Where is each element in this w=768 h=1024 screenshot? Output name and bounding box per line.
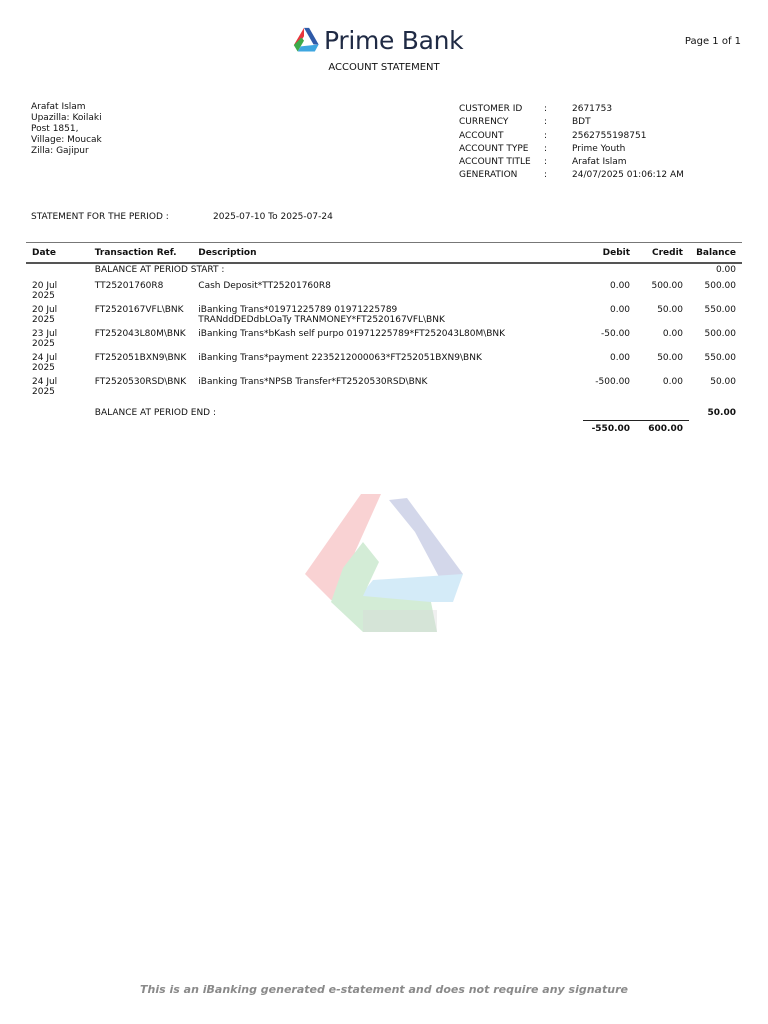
footer-note: This is an iBanking generated e-statement and does not require any signature — [140, 983, 628, 996]
info-row — [459, 103, 684, 116]
period-label: STATEMENT FOR THE PERIOD : — [31, 212, 169, 222]
info-sep: : — [544, 170, 548, 181]
txn-balance: 50.00 — [710, 377, 736, 387]
txn-desc: iBanking Trans*NPSB Transfer*FT2520530RSD\BNK — [198, 377, 428, 387]
txn-balance: 500.00 — [704, 329, 736, 339]
prime-bank-watermark-icon — [303, 492, 465, 634]
txn-credit: 500.00 — [651, 281, 683, 291]
address-line: Upazilla: Koilaki — [31, 113, 102, 123]
txn-date: 20 Jul 2025 — [32, 281, 58, 301]
address-line: Post 1851, — [31, 124, 79, 134]
customer-address — [31, 102, 102, 157]
info-label: ACCOUNT — [459, 130, 504, 141]
txn-balance: 500.00 — [704, 281, 736, 291]
txn-desc: iBanking Trans*payment 2235212000063*FT252051BXN9\BNK — [198, 353, 482, 363]
table-row — [26, 279, 742, 303]
closing-balance-row — [26, 399, 742, 420]
info-row — [459, 156, 684, 169]
txn-credit: 0.00 — [662, 329, 683, 339]
table-row — [26, 375, 742, 399]
opening-balance-value: 0.00 — [715, 265, 736, 275]
info-label: ACCOUNT TYPE — [459, 143, 529, 154]
txn-debit: 0.00 — [609, 353, 631, 363]
col-balance-header: Balance — [689, 243, 742, 264]
info-value: 2671753 — [572, 104, 613, 114]
col-date-header: Date — [26, 243, 89, 264]
txn-ref: FT2520167VFL\BNK — [94, 305, 184, 315]
info-value: BDT — [572, 117, 591, 128]
page-number: Page 1 of 1 — [684, 36, 741, 47]
txn-desc: iBanking Trans*bKash self purpo 01971225789*FT252043L80M\BNK — [198, 329, 506, 339]
col-desc-header: Description — [192, 243, 583, 264]
txn-debit: -50.00 — [601, 329, 631, 339]
customer-name: Arafat Islam — [31, 102, 86, 112]
col-ref-header: Transaction Ref. — [89, 243, 193, 264]
txn-debit: 0.00 — [609, 305, 631, 315]
transaction-table — [26, 242, 742, 436]
period-value: 2025-07-10 To 2025-07-24 — [213, 212, 333, 222]
txn-date: 23 Jul 2025 — [32, 329, 58, 349]
txn-date: 20 Jul 2025 — [32, 305, 58, 325]
total-debit: -550.00 — [583, 420, 636, 436]
info-label: CURRENCY — [459, 117, 509, 128]
txn-ref: FT252043L80M\BNK — [94, 329, 186, 339]
info-label: CUSTOMER ID — [459, 104, 523, 114]
info-row — [459, 130, 684, 143]
col-credit-header: Credit — [636, 243, 689, 264]
address-line: Zilla: Gajipur — [31, 146, 89, 156]
bank-name: Prime Bank — [324, 25, 464, 55]
txn-credit: 0.00 — [662, 377, 683, 387]
prime-bank-logo-icon — [288, 26, 320, 54]
closing-balance-value: 50.00 — [707, 408, 736, 418]
info-sep: : — [544, 157, 548, 168]
txn-credit: 50.00 — [657, 353, 683, 363]
txn-debit: -500.00 — [595, 377, 631, 387]
txn-ref: TT25201760R8 — [94, 281, 164, 291]
table-header-row — [26, 243, 742, 264]
account-info — [459, 103, 684, 183]
txn-desc: Cash Deposit*TT25201760R8 — [198, 281, 331, 291]
info-label: ACCOUNT TITLE — [459, 157, 531, 168]
opening-balance-label: BALANCE AT PERIOD START : — [94, 265, 225, 275]
info-label: GENERATION — [459, 170, 518, 181]
txn-ref: FT2520530RSD\BNK — [94, 377, 187, 387]
info-value: Prime Youth — [572, 143, 626, 154]
table-row — [26, 327, 742, 351]
info-value: Arafat Islam — [572, 157, 627, 168]
info-sep: : — [544, 143, 548, 154]
opening-balance-row — [26, 263, 742, 279]
txn-balance: 550.00 — [704, 305, 736, 315]
col-debit-header: Debit — [583, 243, 636, 264]
txn-balance: 550.00 — [704, 353, 736, 363]
info-sep: : — [544, 130, 548, 141]
txn-credit: 50.00 — [657, 305, 683, 315]
document-title: ACCOUNT STATEMENT — [328, 62, 440, 73]
closing-balance-label: BALANCE AT PERIOD END : — [94, 408, 216, 418]
txn-ref: FT252051BXN9\BNK — [94, 353, 187, 363]
txn-debit: 0.00 — [609, 281, 631, 291]
txn-desc: iBanking Trans*01971225789 01971225789 TRANddDEDdbLOaTy TRANMONEY*FT2520167VFL\BNK — [198, 305, 445, 325]
table-row — [26, 303, 742, 327]
info-row — [459, 169, 684, 182]
info-row — [459, 143, 684, 156]
info-value: 24/07/2025 01:06:12 AM — [572, 170, 684, 181]
txn-date: 24 Jul 2025 — [32, 353, 58, 373]
txn-date: 24 Jul 2025 — [32, 377, 58, 397]
info-row — [459, 116, 684, 129]
address-line: Village: Moucak — [31, 135, 102, 145]
info-sep: : — [544, 104, 548, 114]
info-sep: : — [544, 117, 548, 128]
bank-logo — [288, 24, 463, 56]
total-credit: 600.00 — [636, 420, 689, 436]
totals-row — [26, 420, 742, 436]
table-row — [26, 351, 742, 375]
info-value: 2562755198751 — [572, 130, 647, 141]
